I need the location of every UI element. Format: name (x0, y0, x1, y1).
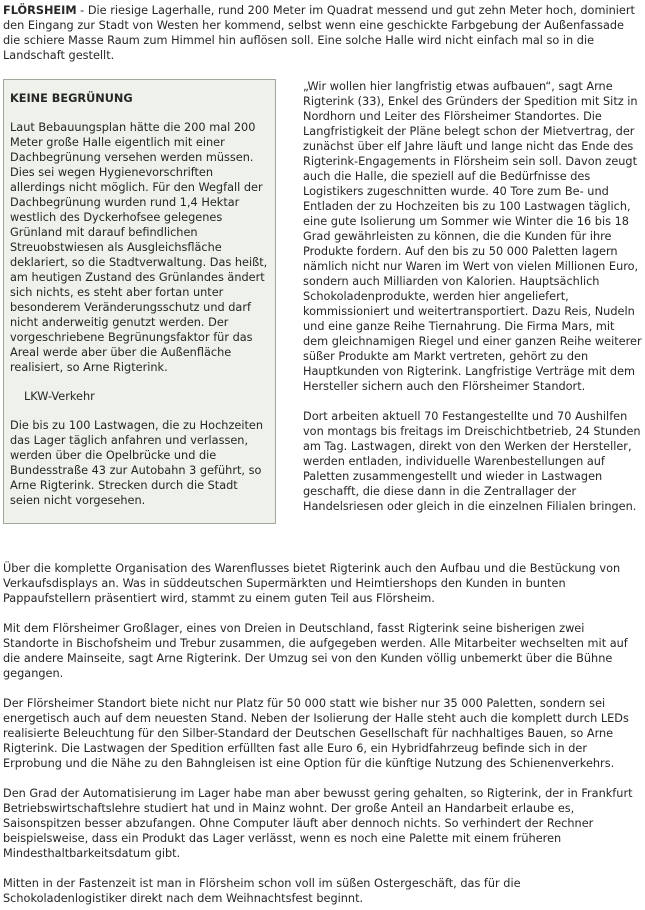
sidebar-box (3, 79, 276, 524)
dateline: FLÖRSHEIM (3, 4, 77, 17)
body-paragraph: Mitten in der Fastenzeit ist man in Flörsheim schon voll im süßen Ostergeschäft, das für die Schokoladenlogistiker direkt nach dem Weihnachtsfest beginnt. (3, 877, 521, 905)
sidebar-paragraph: Laut Bebauungsplan hätte die 200 mal 200 Meter große Halle eigentlich mit einer Dachbegrünung versehen werden müssen. Dies sei wegen Hygienevorschriften allerdings nicht möglich. Für den Wegfall der Dachbegrünung wurden rund 1,4 Hektar westlich des Dyckerhofsee gelegenes Grünland mit darauf befindlichen Streuobstwiesen als Ausgleichsfläche deklariert, so die Stadtverwaltung. Das heißt, am heutigen Zustand des Grünlandes ändert sich nichts, es steht aber fortan unter besonderem Veränderungsschutz und darf nicht anderweitig genutzt werden. Der vorgeschriebene Begrünungsfaktor für das Areal werde aber über die Außenfläche realisiert, so Arne Rigterink. (10, 121, 268, 374)
sidebar-subheading: LKW-Verkehr (24, 390, 95, 403)
sidebar-paragraph: Die bis zu 100 Lastwagen, die zu Hochzeiten das Lager täglich anfahren und verlassen, werden über die Opelbrücke und die Bundesstraße 43 zur Autobahn 3 geführt, so Arne Rigterink. Strecken durch die Stadt seien nicht vorgesehen. (10, 419, 264, 507)
column-paragraph: Dort arbeiten aktuell 70 Festangestellte und 70 Aushilfen von montags bis freitags im Dreischichtbetrieb, 24 Stunden am Tag. Lastwagen, direkt von den Werken der Hersteller, werden entladen, individuelle Warenbestellungen auf Paletten zusammengestellt und wieder in Lastwagen geschafft, die diese dann in die Zentrallager der Handelsriesen oder gleich in die einzelnen Filialen bringen. (303, 410, 641, 513)
lead-paragraph (3, 3, 643, 63)
article-body (3, 561, 643, 906)
body-paragraph: Den Grad der Automatisierung im Lager habe man aber bewusst gering gehalten, so Rigterink, der in Frankfurt Betriebswirtschaftslehre studiert hat und in Mainz wohnt. Der große Anteil an Handarbeit erlaube es, Saisonspitzen besser abzufangen. Ohne Computer läuft aber dennoch nichts. So verhindert der Rechner beispielsweise, dass ein Produkt das Lager verlässt, wenn es noch eine Palette mit einem früheren Mindesthaltbarkeitsdatum gibt. (3, 787, 633, 860)
sidebar-title: KEINE BEGRÜNUNG (10, 92, 133, 105)
body-paragraph: Mit dem Flörsheimer Großlager, eines von Dreien in Deutschland, fasst Rigterink seine bisherigen zwei Standorte in Bischofsheim und Trebur zusammen, die aufgegeben werden. Alle Mitarbeiter wechselten mit auf die andere Mainseite, sagt Arne Rigterink. Der Umzug sei von den Kunden völlig unbemerkt über die Bühne gegangen. (3, 622, 628, 680)
body-paragraph: Der Flörsheimer Standort biete nicht nur Platz für 50 000 statt wie bisher nur 35 000 Paletten, sondern sei energetisch auch auf dem neuesten Stand. Neben der Isolierung der Halle steht auch die komplett durch LEDs realisierte Beleuchtung für den Silber-Standard der Deutschen Gesellschaft für nachhaltiges Bauen, so Arne Rigterink. Die Lastwagen der Spedition erfüllten fast alle Euro 6, ein Hybridfahrzeug befinde sich in der Erprobung und die Nähe zu den Bahngleisen ist eine Option für die künftige Nutzung des Schienenverkehrs. (3, 697, 629, 770)
right-column (303, 79, 643, 514)
body-paragraph: Über die komplette Organisation des Warenflusses bietet Rigterink auch den Aufbau und die Bestückung von Verkaufsdisplays an. Was in süddeutschen Supermärkten und Heimtiershops den Kunden in bunten Pappaufstellern präsentiert wird, stammt zu einem guten Teil aus Flörsheim. (3, 562, 621, 605)
lead-text: - Die riesige Lagerhalle, rund 200 Meter im Quadrat messend und gut zehn Meter hoch, dominiert den Eingang zur Stadt von Westen her kommend, selbst wenn eine geschickte Farbgebung der Außenfassade die schiere Masse Raum zum Himmel hin auflösen soll. Eine solche Halle wird nicht einfach mal so in die Landschaft gestellt. (3, 4, 635, 62)
column-paragraph: „Wir wollen hier langfristig etwas aufbauen“, sagt Arne Rigterink (33), Enkel des Gründers der Spedition mit Sitz in Nordhorn und Leiter des Flörsheimer Standortes. Die Langfristigkeit der Pläne belegt schon der Mietvertrag, der zunächst über elf Jahre läuft und lange nicht das Ende des Rigterink-Engagements in Flörsheim sein soll. Davon zeugt auch die Halle, die speziell auf die Bedürfnisse des Logistikers zugeschnitten wurde. 40 Tore zum Be- und Entladen der zu Hochzeiten bis zu 100 Lastwagen täglich, eine gute Isolierung um Sommer wie Winter die 16 bis 18 Grad gewährleisten zu können, die die Kunden für ihre Produkte fordern. Auf den bis zu 50 000 Paletten lagern nämlich nicht nur Waren im Wert von vielen Millionen Euro, sondern auch Milliarden von Kalorien. Hauptsächlich Schokoladenprodukte, werden hier angeliefert, kommissioniert und weitertransportiert. Dazu Reis, Nudeln und eine ganze Reihe Tiernahrung. Die Firma Mars, mit dem gleichnamigen Riegel und einer ganzen Reihe weiterer süßer Produkte am Markt vertreten, gehört zu den Hauptkunden von Rigterink. Langfristige Verträge mit dem Hersteller sichern auch den Flörsheimer Standort. (303, 80, 642, 393)
